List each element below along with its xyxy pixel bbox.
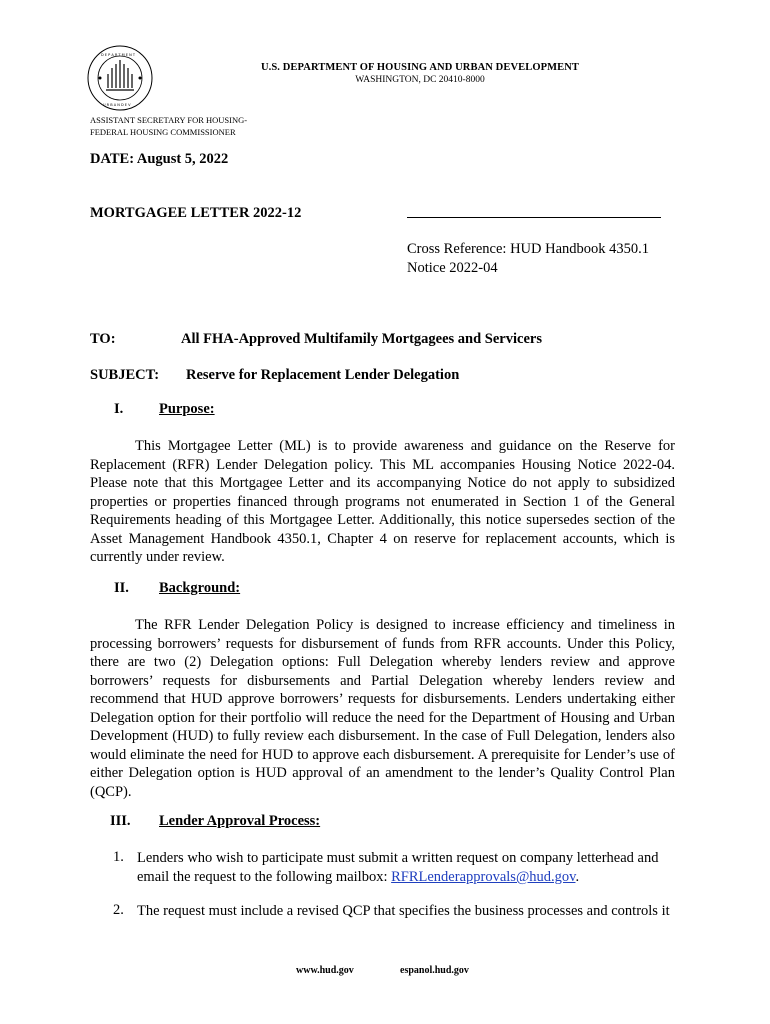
list-item-2-text: The request must include a revised QCP that specifies the business processes and controls it — [137, 903, 670, 919]
to-value: All FHA-Approved Multifamily Mortgagees and Servicers — [181, 331, 542, 347]
section-2-body: The RFR Lender Delegation Policy is designed to increase efficiency and timeliness in processing borrowers’ requests for disbursement of funds from RFR accounts. Under this Policy, there are two (2) Delegation options: Full Delegation whereby lenders review and approve borrowers’ requests for disbursements and Partial Delegation whereby lenders review and recommend that HUD approve borrowers’ requests for disbursements. Lenders undertaking either Delegation option for their portfolio will reduce the need for the Department of Housing and Urban Development (HUD) to fully review each disbursement. In the case of Full Delegation, lenders also would eliminate the need for HUD to approve each disbursement. A prerequisite for Lender’s use of either Delegation option is HUD approval of an amendment to the lender’s Quality Control Plan (QCP). — [90, 617, 675, 800]
cross-reference-line-2: Notice 2022-04 — [407, 260, 498, 276]
subject-label: SUBJECT: — [90, 367, 160, 383]
email-link[interactable]: RFRLenderapprovals@hud.gov — [391, 869, 576, 885]
department-name: U.S. DEPARTMENT OF HOUSING AND URBAN DEVELOPMENT — [260, 62, 580, 73]
office-title — [90, 114, 247, 138]
section-2-title: Background: — [159, 580, 241, 596]
section-1-body: This Mortgagee Letter (ML) is to provide awareness and guidance on the Reserve for Replacement (RFR) Lender Delegation policy. This ML accompanies Housing Notice 2022-04. Please note that this Mortgagee Letter and its accompanying Notice do not apply to subsidized properties or properties financed through programs not enumerated in Section 1 of the General Requirements heading of this Mortgagee Letter. Additionally, this notice supersedes section of the Asset Management Handbook 4350.1, Chapter 4 on reserve for replacement accounts, which is currently under review. — [90, 438, 675, 565]
footer-hud-link[interactable]: www.hud.gov — [296, 965, 354, 976]
subject-value: Reserve for Replacement Lender Delegation — [186, 367, 460, 383]
section-2-number: II. — [114, 580, 129, 596]
cross-reference — [407, 240, 649, 278]
section-3-title: Lender Approval Process: — [159, 813, 321, 829]
office-line-2: FEDERAL HOUSING COMMISSIONER — [90, 127, 236, 137]
svg-text:D E P A R T M E N T: D E P A R T M E N T — [101, 53, 135, 57]
svg-text:U R B A N D E V: U R B A N D E V — [103, 103, 131, 107]
section-3-number: III. — [110, 813, 131, 829]
to-label: TO: — [90, 331, 116, 347]
list-item-1-end: . — [575, 869, 580, 885]
department-address: WASHINGTON, DC 20410-8000 — [355, 75, 485, 85]
section-1-title: Purpose: — [159, 401, 215, 417]
letter-title: MORTGAGEE LETTER 2022-12 — [90, 205, 302, 221]
list-item-1-number: 1. — [113, 849, 124, 865]
date-line: DATE: August 5, 2022 — [90, 151, 229, 167]
cross-reference-line-1: Cross Reference: HUD Handbook 4350.1 — [407, 241, 650, 257]
footer-espanol-link[interactable]: espanol.hud.gov — [400, 965, 469, 976]
cross-reference-rule — [407, 217, 661, 218]
list-item-2-number: 2. — [113, 902, 124, 918]
section-1-number: I. — [114, 401, 124, 417]
list-item-1 — [137, 849, 682, 887]
list-item-1-text: Lenders who wish to participate must submit a written request on company letterhead and email the request to the following mailbox: — [137, 850, 659, 885]
office-line-1: ASSISTANT SECRETARY FOR HOUSING- — [90, 115, 248, 125]
